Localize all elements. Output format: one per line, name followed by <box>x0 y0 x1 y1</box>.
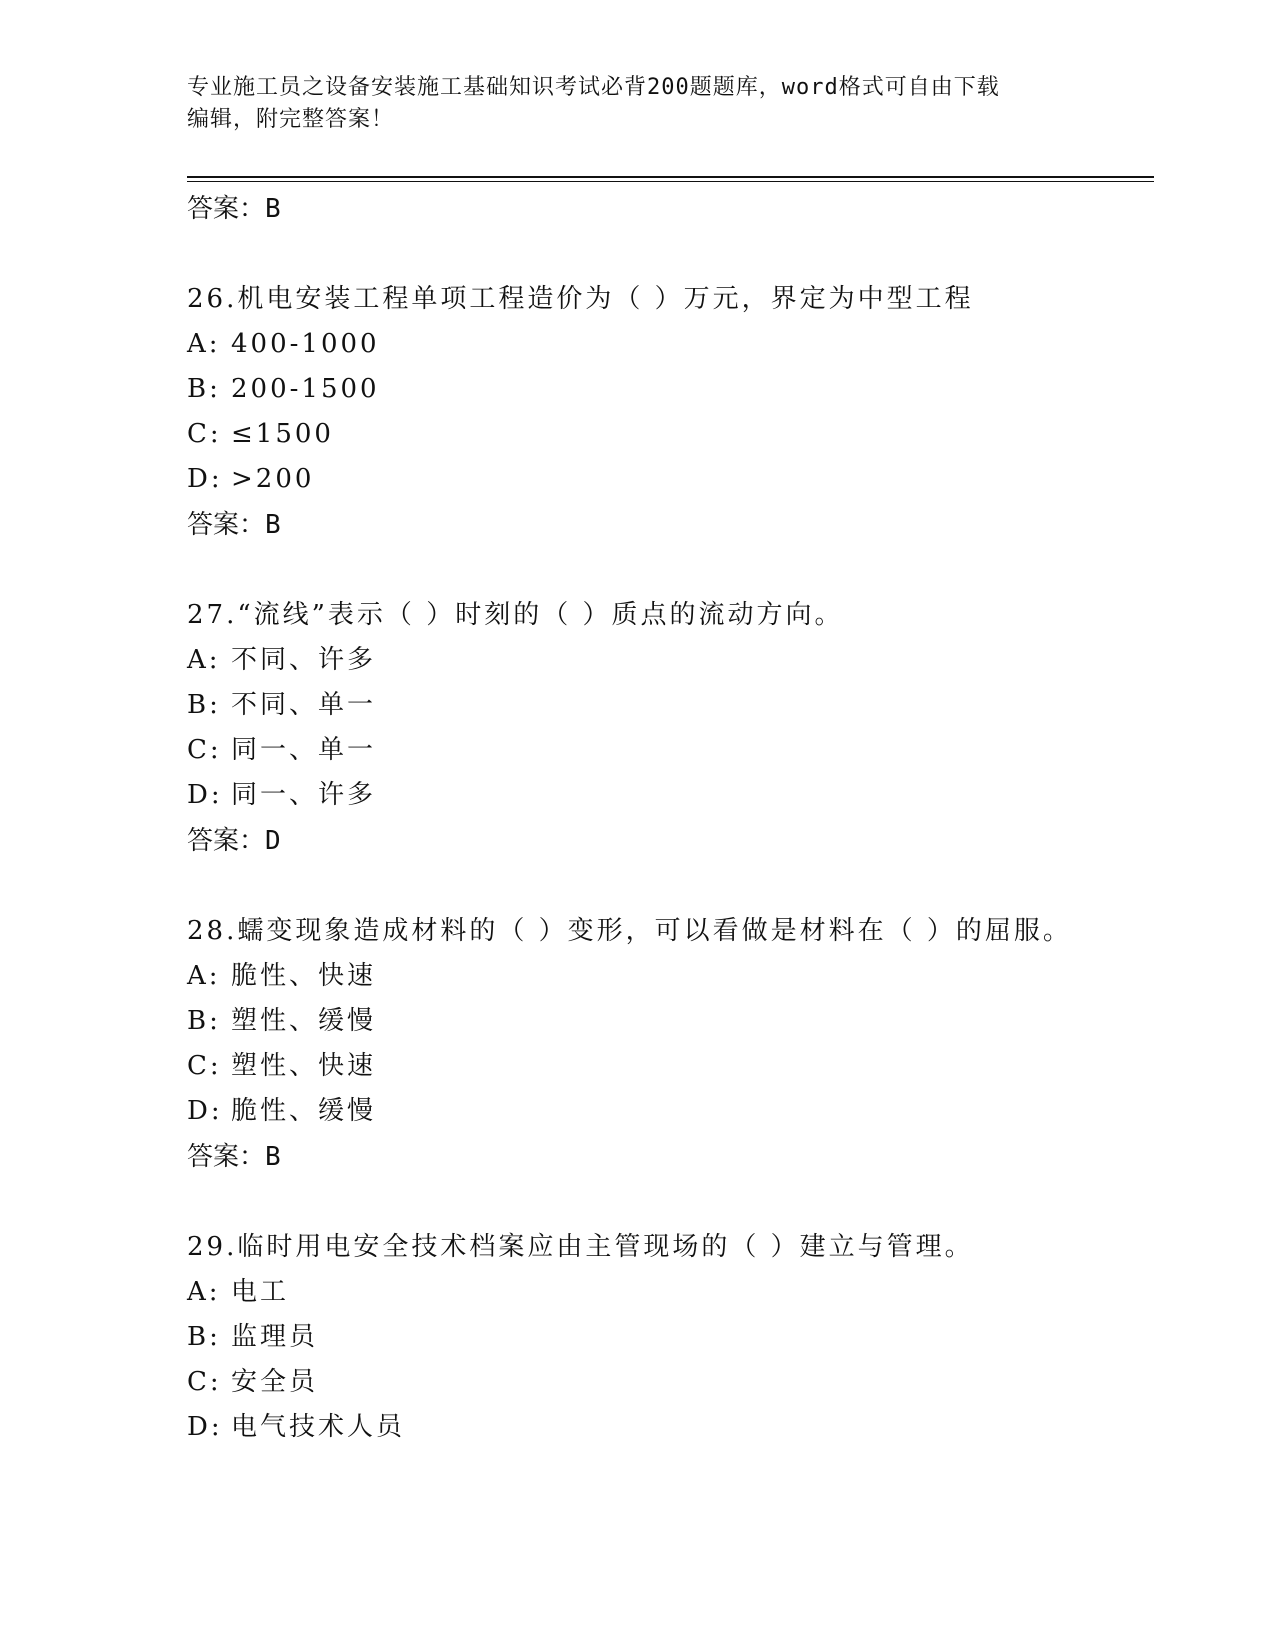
option-letter: B: <box>187 1006 221 1036</box>
header-rule-thin <box>187 181 1154 182</box>
option-text: 同一、单一 <box>231 735 377 765</box>
header-title-line-2: 编辑，附完整答案！ <box>187 107 395 132</box>
option-letter: B: <box>187 690 221 720</box>
option-a <box>187 638 1154 683</box>
option-a <box>187 322 1154 367</box>
option-letter: A: <box>187 329 221 359</box>
option-letter: B: <box>187 374 221 404</box>
question-stem: 27.“流线”表示（ ）时刻的（ ）质点的流动方向。 <box>187 600 844 630</box>
option-text: 不同、许多 <box>231 645 377 675</box>
header-title-line-1: 专业施工员之设备安装施工基础知识考试必背200题题库，word格式可自由下载 <box>187 75 1000 100</box>
option-d <box>187 1405 1154 1450</box>
option-text: >200 <box>231 464 315 494</box>
option-a <box>187 1270 1154 1315</box>
option-text: 200-1500 <box>231 374 380 404</box>
option-c <box>187 412 1154 457</box>
question-answer: 答案：B <box>187 510 281 540</box>
option-text: ≤1500 <box>231 419 334 449</box>
option-b <box>187 367 1154 412</box>
option-d <box>187 457 1154 502</box>
option-d <box>187 773 1154 818</box>
option-text: 脆性、快速 <box>231 961 377 991</box>
question-answer: 答案：D <box>187 826 281 856</box>
option-text: 监理员 <box>231 1322 319 1352</box>
question-stem: 28.蠕变现象造成材料的（ ）变形，可以看做是材料在（ ）的屈服。 <box>187 916 1072 946</box>
header-rule-thick <box>187 176 1154 178</box>
option-text: 400-1000 <box>231 329 380 359</box>
question-stem: 29.临时用电安全技术档案应由主管现场的（ ）建立与管理。 <box>187 1232 974 1262</box>
option-text: 不同、单一 <box>231 690 377 720</box>
option-c <box>187 728 1154 773</box>
question-answer: 答案：B <box>187 1142 281 1172</box>
option-letter: D: <box>187 1096 223 1126</box>
option-text: 脆性、缓慢 <box>231 1096 377 1126</box>
option-b <box>187 683 1154 728</box>
option-text: 同一、许多 <box>231 780 377 810</box>
question-29 <box>187 1224 1154 1450</box>
option-c <box>187 1360 1154 1405</box>
option-a <box>187 954 1154 999</box>
question-26 <box>187 276 1154 548</box>
option-d <box>187 1089 1154 1134</box>
previous-question-answer: 答案：B <box>187 194 281 224</box>
option-text: 塑性、快速 <box>231 1051 377 1081</box>
option-letter: D: <box>187 464 223 494</box>
option-letter: C: <box>187 735 222 765</box>
option-letter: B: <box>187 1322 221 1352</box>
option-letter: A: <box>187 645 221 675</box>
option-letter: C: <box>187 1367 222 1397</box>
option-text: 电工 <box>231 1277 290 1307</box>
question-list <box>187 186 1154 1450</box>
option-c <box>187 1044 1154 1089</box>
option-letter: D: <box>187 780 223 810</box>
option-text: 塑性、缓慢 <box>231 1006 377 1036</box>
option-letter: C: <box>187 419 222 449</box>
option-b <box>187 1315 1154 1360</box>
document-header <box>187 72 1087 136</box>
question-stem: 26.机电安装工程单项工程造价为（ ）万元，界定为中型工程 <box>187 284 974 314</box>
question-28 <box>187 908 1154 1180</box>
option-text: 电气技术人员 <box>231 1412 406 1442</box>
option-text: 安全员 <box>231 1367 319 1397</box>
option-b <box>187 999 1154 1044</box>
option-letter: A: <box>187 1277 221 1307</box>
option-letter: A: <box>187 961 221 991</box>
question-27 <box>187 592 1154 864</box>
option-letter: C: <box>187 1051 222 1081</box>
option-letter: D: <box>187 1412 223 1442</box>
